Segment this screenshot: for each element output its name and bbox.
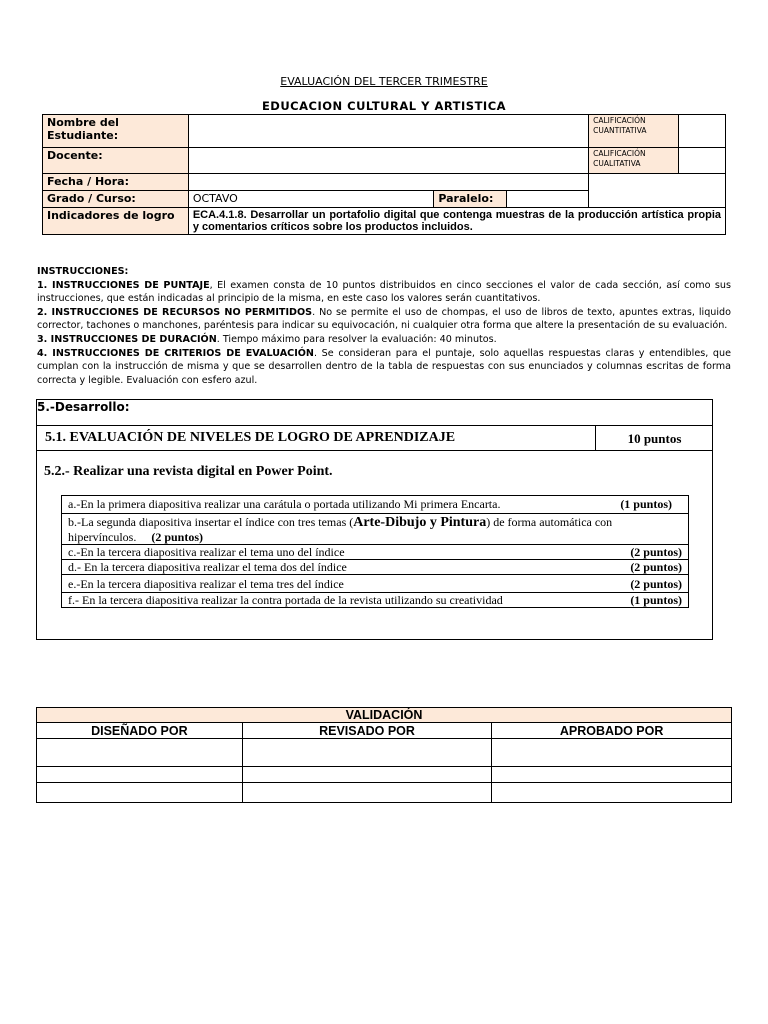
teacher-label: Docente: <box>43 148 189 174</box>
qualitative-grade-field[interactable] <box>679 148 726 174</box>
student-name-label: Nombre del Estudiante: <box>43 115 189 148</box>
grade-label: Grado / Curso: <box>43 191 189 208</box>
reviewed-by-header: REVISADO POR <box>242 723 492 739</box>
student-name-field[interactable] <box>188 115 588 148</box>
designed-by-signature[interactable] <box>37 739 243 767</box>
section-52-title: 5.2.- Realizar una revista digital en Power Point. <box>44 464 333 479</box>
grade-blank-cell <box>589 174 726 208</box>
quantitative-grade-label: CALIFICACIÓN CUANTITATIVA <box>589 115 679 148</box>
task-row-e: e.-En la tercera diapositiva realizar el tema tres del índice (2 puntos) <box>62 575 689 593</box>
indicators-label: Indicadores de logro <box>43 208 189 235</box>
exam-title: EVALUACIÓN DEL TERCER TRIMESTRE <box>280 75 488 88</box>
reviewed-by-signature[interactable] <box>242 739 492 767</box>
section-51-points: 10 puntos <box>627 431 682 446</box>
approved-by-header: APROBADO POR <box>492 723 732 739</box>
student-info-table <box>42 114 726 235</box>
subject-title: EDUCACION CULTURAL Y ARTISTICA <box>261 99 507 113</box>
task-row-c: c.-En la tercera diapositiva realizar el tema uno del índice (2 puntos) <box>62 545 689 560</box>
indicators-value: ECA.4.1.8. Desarrollar un portafolio digital que contenga muestras de la producción artística propia y comentarios críticos sobre los productos incluidos. <box>188 208 725 235</box>
parallel-field[interactable] <box>507 191 589 208</box>
instruction-1: 1. INSTRUCCIONES DE PUNTAJE, El examen consta de 10 puntos distribuidos en cinco secciones el valor de cada sección, así como sus instrucciones, que están indicadas al principio de la misma, en este caso los valores serán cuantitativos. <box>37 279 731 305</box>
qualitative-grade-label: CALIFICACIÓN CUALITATIVA <box>589 148 679 174</box>
designed-by-name[interactable] <box>37 767 243 783</box>
quantitative-grade-field[interactable] <box>679 115 726 148</box>
grade-value: OCTAVO <box>188 191 434 208</box>
validation-table <box>36 707 732 803</box>
approved-by-date[interactable] <box>492 783 732 803</box>
reviewed-by-date[interactable] <box>242 783 492 803</box>
instructions-block <box>37 265 731 387</box>
validation-title: VALIDACIÓN <box>37 708 732 723</box>
instruction-3: 3. INSTRUCCIONES DE DURACIÓN. Tiempo máximo para resolver la evaluación: 40 minutos. <box>37 333 497 345</box>
reviewed-by-name[interactable] <box>242 767 492 783</box>
date-field[interactable] <box>188 174 588 191</box>
tasks-table <box>61 495 689 608</box>
instruction-2: 2. INSTRUCCIONES DE RECURSOS NO PERMITIDOS. No se permite el uso de chompas, el uso de libros de texto, apuntes extras, liquido corrector, tachones o manchones, paréntesis para indicar su equivocación, ni cualquier otra forma que altere la presentación de su evaluación. <box>37 306 731 332</box>
task-row-b: b.-La segunda diapositiva insertar el índice con tres temas (Arte-Dibujo y Pintura) de forma automática con hipervínculos. (2 puntos) <box>62 514 689 545</box>
designed-by-header: DISEÑADO POR <box>37 723 243 739</box>
task-row-d: d.- En la tercera diapositiva realizar el tema dos del índice (2 puntos) <box>62 560 689 575</box>
teacher-field[interactable] <box>188 148 588 174</box>
parallel-label: Paralelo: <box>434 191 507 208</box>
approved-by-signature[interactable] <box>492 739 732 767</box>
task-row-f: f.- En la tercera diapositiva realizar la contra portada de la revista utilizando su creatividad (1 puntos) <box>62 593 689 608</box>
instructions-heading: INSTRUCCIONES: <box>37 266 129 277</box>
development-heading: 5.-Desarrollo: <box>37 400 130 414</box>
section-51-title: 5.1. EVALUACIÓN DE NIVELES DE LOGRO DE APRENDIZAJE <box>45 430 456 445</box>
date-label: Fecha / Hora: <box>43 174 189 191</box>
task-row-a: a.-En la primera diapositiva realizar una carátula o portada utilizando Mi primera Encarta. (1 puntos) <box>62 496 689 514</box>
instruction-4: 4. INSTRUCCIONES DE CRITERIOS DE EVALUACIÓN. Se consideran para el puntaje, solo aquellas respuestas claras y entendibles, que cumplan con la instrucción de misma y que se desarrollen dentro de la tabla de respuestas con sus enunciados y columnas escritas de forma correcta y legible. Evaluación con esfero azul. <box>37 347 731 386</box>
approved-by-name[interactable] <box>492 767 732 783</box>
designed-by-date[interactable] <box>37 783 243 803</box>
